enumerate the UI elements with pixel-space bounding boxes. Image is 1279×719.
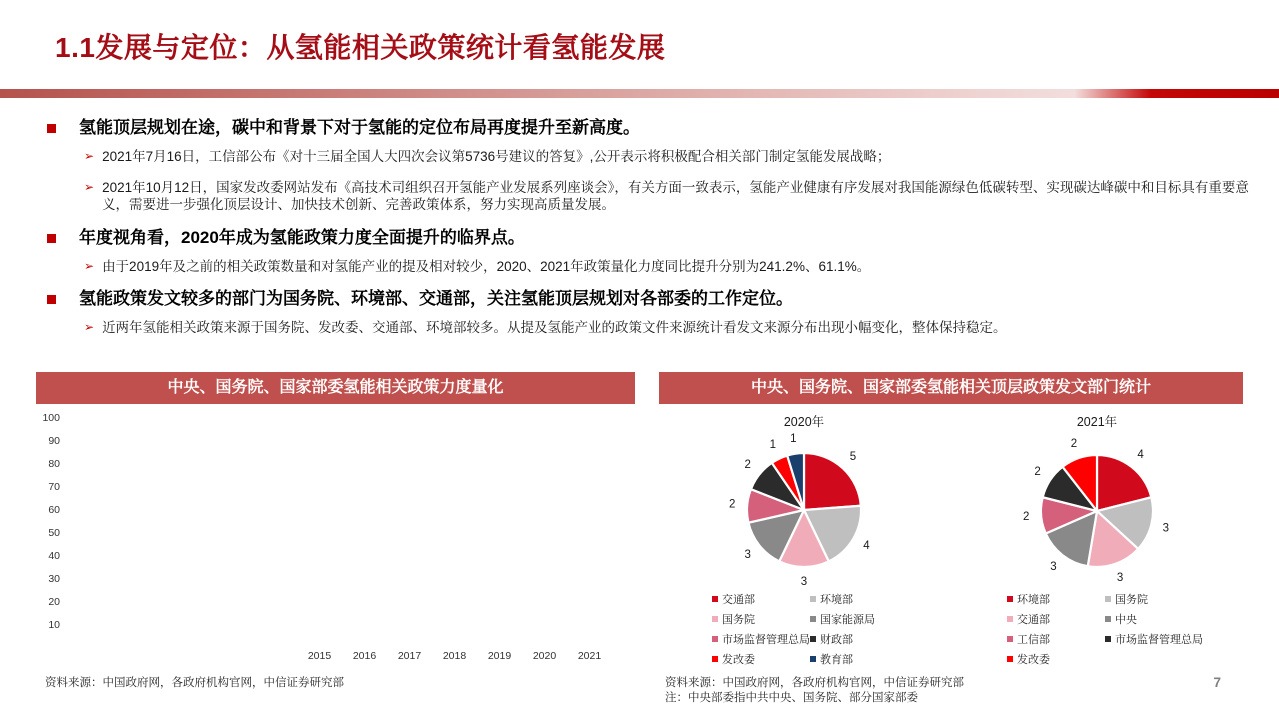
- y-axis-tick: 60: [48, 504, 60, 516]
- x-axis-tick: 2015: [307, 650, 332, 662]
- pie-value-label: 3: [800, 576, 808, 588]
- x-axis-tick: 2016: [352, 650, 377, 662]
- y-axis-tick: 70: [48, 481, 60, 493]
- legend-item: [712, 609, 810, 629]
- source-line: 资料来源：中国政府网，各政府机构官网，中信证券研究部: [665, 677, 964, 689]
- pie-value-label: 3: [1162, 522, 1170, 535]
- right-chart-header: 中央、国务院、国家部委氢能相关顶层政策发文部门统计: [659, 372, 1243, 404]
- legend-swatch-icon: [712, 616, 718, 622]
- arrow-bullet-icon: ➢: [84, 320, 95, 334]
- sub-bullet: [45, 319, 1251, 337]
- legend-label: 工信部: [1017, 634, 1050, 646]
- sub-bullet-text: 由于2019年及之前的相关政策数量和对氢能产业的提及相对较少，2020、2021年政策量化力度同比提升分别为241.2%、61.1%。: [102, 258, 871, 274]
- pie-value-label: 2: [1070, 437, 1078, 450]
- bullet-heading: [45, 288, 1251, 310]
- y-axis-tick: 20: [48, 596, 60, 608]
- legend-item: [1105, 609, 1203, 629]
- pie-value-label: 2: [1022, 510, 1030, 523]
- pie-chart-2021: [1012, 426, 1182, 596]
- bullet-square-icon: [47, 234, 56, 243]
- x-axis-tick: 2021: [577, 650, 602, 662]
- pie-value-label: 2: [1034, 466, 1041, 479]
- x-axis-tick: 2017: [397, 650, 422, 662]
- legend-item: [810, 589, 875, 609]
- sub-bullet-text: 2021年7月16日，工信部公布《对十三届全国人大四次会议第5736号建议的答复》,公开表示将积极配合相关部门制定氢能发展战略；: [102, 149, 891, 164]
- bar-chart-x-axis: [297, 650, 612, 662]
- legend-label: 环境部: [1017, 594, 1050, 606]
- legend-item: [1105, 589, 1203, 609]
- pie-value-label: 3: [744, 548, 751, 561]
- legend-swatch-icon: [810, 656, 816, 662]
- pie-2021-title: 2021年: [1076, 415, 1118, 429]
- page-number: 7: [1213, 675, 1221, 690]
- legend-item: [810, 609, 875, 629]
- pie-value-label: 4: [863, 540, 870, 552]
- bullet-square-icon: [47, 295, 56, 304]
- y-axis-tick: 90: [48, 435, 60, 447]
- pie-2020-legend: [712, 589, 875, 669]
- legend-label: 财政部: [820, 634, 853, 646]
- x-axis-tick: 2018: [442, 650, 467, 662]
- sub-bullet-text: 2021年10月12日，国家发改委网站发布《高技术司组织召开氢能产业发展系列座谈会》，有关方面一致表示，氢能产业健康有序发展对我国能源绿色低碳转型、实现碳达峰碳中和目标具有重要意义，需要进一步强化顶层设计、加快技术创新、完善政策体系，努力实现高质量发展。: [102, 179, 1249, 212]
- legend-swatch-icon: [712, 636, 718, 642]
- legend-item: [1007, 609, 1105, 629]
- legend-item: [712, 629, 810, 649]
- y-axis-tick: 10: [48, 619, 60, 631]
- legend-swatch-icon: [1007, 636, 1013, 642]
- legend-swatch-icon: [712, 656, 718, 662]
- arrow-bullet-icon: ➢: [84, 258, 95, 273]
- y-axis-tick: 40: [48, 550, 60, 562]
- pie-value-label: 5: [849, 451, 857, 464]
- pie-svg: [719, 425, 889, 595]
- legend-item: [810, 649, 875, 669]
- bullet-heading-text: 氢能政策发文较多的部门为国务院、环境部、交通部，关注氢能顶层规划对各部委的工作定位。: [79, 289, 793, 308]
- x-axis-tick: 2020: [532, 650, 557, 662]
- pie-value-label: 1: [790, 432, 797, 445]
- sub-bullet: [45, 179, 1251, 214]
- arrow-bullet-icon: ➢: [84, 149, 95, 163]
- bullet-square-icon: [47, 124, 56, 133]
- pie-value-label: 3: [1116, 572, 1124, 585]
- pie-svg: [1012, 426, 1182, 596]
- sub-bullet: [45, 258, 1251, 276]
- legend-label: 市场监督管理总局: [1115, 634, 1203, 646]
- legend-item: [712, 649, 810, 669]
- x-axis-tick: 2019: [487, 650, 512, 662]
- bullet-section: [45, 106, 1251, 350]
- pie-2020-title: 2020年: [783, 415, 825, 429]
- y-axis-tick: 30: [48, 573, 60, 585]
- pie-chart-2020: [719, 425, 889, 595]
- bullet-heading: [45, 117, 1251, 139]
- legend-label: 中央: [1115, 614, 1137, 626]
- pie-2021-legend: [1007, 589, 1203, 669]
- legend-item: [1007, 589, 1105, 609]
- page-title: 1.1发展与定位：从氢能相关政策统计看氢能发展: [55, 32, 666, 63]
- legend-label: 环境部: [820, 594, 853, 606]
- pie-value-label: 3: [1050, 561, 1057, 573]
- legend-label: 市场监督管理总局: [722, 634, 810, 646]
- bullet-heading-text: 氢能顶层规划在途，碳中和背景下对于氢能的定位布局再度提升至新高度。: [79, 118, 640, 137]
- bullet-heading: [45, 227, 1251, 249]
- legend-swatch-icon: [1007, 656, 1013, 662]
- pie-value-label: 1: [769, 439, 777, 452]
- legend-swatch-icon: [810, 636, 816, 642]
- legend-swatch-icon: [810, 596, 816, 602]
- legend-label: 国家能源局: [820, 614, 875, 626]
- legend-swatch-icon: [1007, 616, 1013, 622]
- legend-label: 交通部: [1017, 614, 1050, 626]
- y-axis-tick: 50: [48, 527, 60, 539]
- legend-label: 发改委: [1017, 654, 1050, 666]
- legend-item: [1007, 649, 1105, 669]
- y-axis-tick: 100: [42, 412, 60, 424]
- legend-label: 国务院: [722, 614, 755, 626]
- source-note-right: [665, 676, 964, 705]
- pie-value-label: 2: [728, 498, 736, 511]
- legend-label: 教育部: [820, 654, 853, 666]
- legend-swatch-icon: [1105, 636, 1111, 642]
- legend-swatch-icon: [1007, 596, 1013, 602]
- legend-label: 发改委: [722, 654, 755, 666]
- note-line: 注：中央部委指中共中央、国务院、部分国家部委: [665, 691, 918, 704]
- arrow-bullet-icon: ➢: [84, 179, 95, 194]
- legend-item: [810, 629, 875, 649]
- legend-item: [712, 589, 810, 609]
- legend-label: 交通部: [722, 594, 755, 606]
- legend-swatch-icon: [1105, 596, 1111, 602]
- sub-bullet-text: 近两年氢能相关政策来源于国务院、发改委、交通部、环境部较多。从提及氢能产业的政策文件来源统计看发文来源分布出现小幅变化，整体保持稳定。: [102, 320, 1007, 335]
- title-divider-gradient: [0, 89, 1279, 98]
- left-chart-header: 中央、国务院、国家部委氢能相关政策力度量化: [36, 372, 635, 404]
- legend-item: [1007, 629, 1105, 649]
- y-axis-tick: 80: [48, 458, 60, 470]
- legend-swatch-icon: [1105, 616, 1111, 622]
- legend-swatch-icon: [712, 596, 718, 602]
- legend-swatch-icon: [810, 616, 816, 622]
- pie-value-label: 2: [744, 459, 751, 472]
- legend-label: 国务院: [1115, 594, 1148, 606]
- sub-bullet: [45, 148, 1251, 166]
- source-note-left: 资料来源：中国政府网，各政府机构官网，中信证券研究部: [45, 677, 344, 689]
- pie-value-label: 4: [1137, 449, 1144, 461]
- bullet-heading-text: 年度视角看，2020年成为氢能政策力度全面提升的临界点。: [79, 227, 525, 247]
- bar-chart-y-axis: [28, 407, 60, 637]
- legend-item: [1105, 629, 1203, 649]
